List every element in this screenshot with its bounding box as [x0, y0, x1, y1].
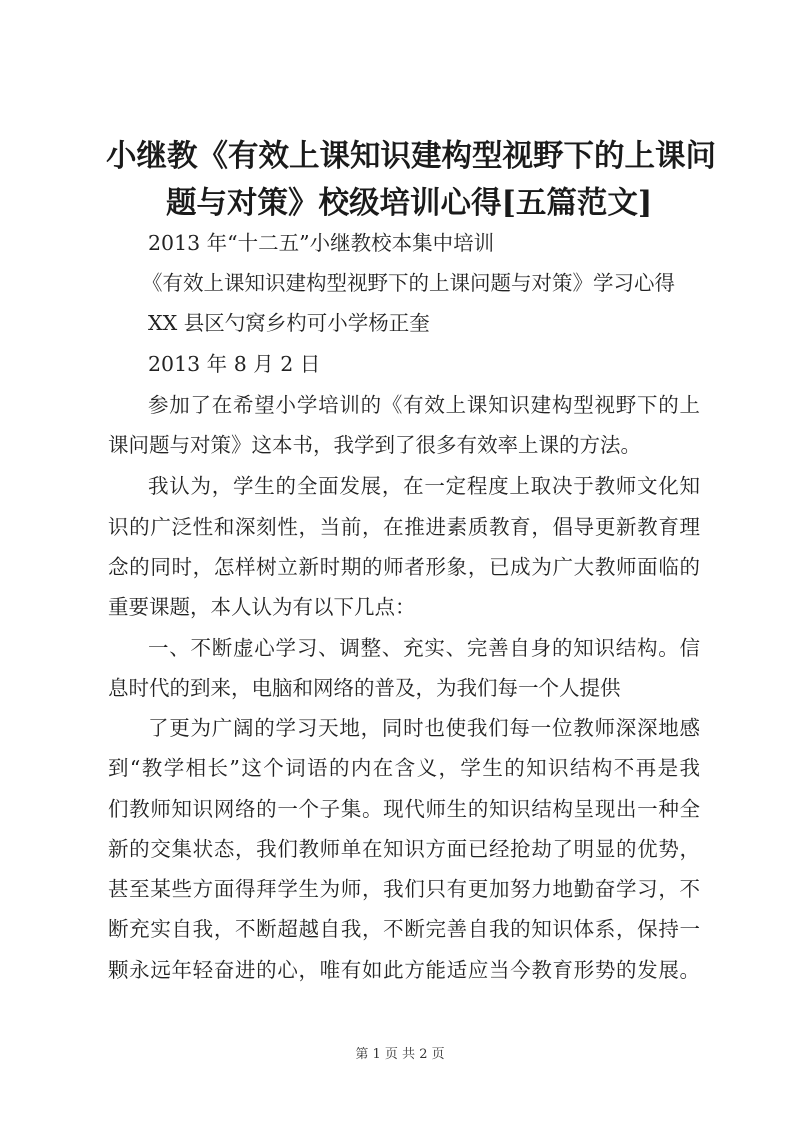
paragraph-line: 了更为广阔的学习天地，同时也使我们每一位教师深深地感 [148, 716, 700, 740]
paragraph-line: 断充实自我，不断超越自我，不断完善自我的知识体系，保持一 [108, 917, 700, 941]
paragraph-line: 重要课题，本人认为有以下几点： [108, 595, 416, 619]
paragraph-line: 到“教学相长”这个词语的内在含义，学生的知识结构不再是我 [108, 756, 700, 780]
paragraph-line: 颗永远年轻奋进的心，唯有如此方能适应当今教育形势的发展。 [108, 958, 700, 982]
paragraph-line: 新的交集状态，我们教师单在知识方面已经抢劫了明显的优势， [108, 837, 700, 861]
meta-line: 2013 年“十二五”小继教校本集中培训 [148, 231, 495, 255]
paragraph-line: 课问题与对策》这本书，我学到了很多有效率上课的方法。 [108, 433, 641, 457]
paragraph-line: 息时代的到来，电脑和网络的普及，为我们每一个人提供 [108, 676, 621, 700]
paragraph-line: 识的广泛性和深刻性，当前，在推进素质教育，倡导更新教育理 [108, 515, 700, 539]
paragraph-line: 我认为，学生的全面发展，在一定程度上取决于教师文化知 [148, 474, 700, 498]
document-title-line-2: 题与对策》校级培训心得[五篇范文] [166, 185, 653, 221]
paragraph-line: 一、不断虚心学习、调整、充实、完善自身的知识结构。信 [148, 636, 700, 660]
document-title-line-1: 小继教《有效上课知识建构型视野下的上课问 [106, 138, 716, 174]
paragraph-line: 们教师知识网络的一个子集。现代师生的知识结构呈现出一种全 [108, 797, 700, 821]
paragraph-line: 甚至某些方面得拜学生为师，我们只有更加努力地勤奋学习，不 [108, 877, 700, 901]
paragraph-line: 念的同时，怎样树立新时期的师者形象，已成为广大教师面临的 [108, 555, 700, 579]
page-footer: 第 1 页 共 2 页 [355, 1047, 445, 1062]
meta-line: 《有效上课知识建构型视野下的上课问题与对策》学习心得 [142, 271, 675, 295]
meta-line: 2013 年 8 月 2 日 [148, 352, 321, 376]
meta-line: XX 县区勺窝乡杓可小学杨正奎 [148, 311, 430, 335]
paragraph-line: 参加了在希望小学培训的《有效上课知识建构型视野下的上 [148, 393, 700, 417]
